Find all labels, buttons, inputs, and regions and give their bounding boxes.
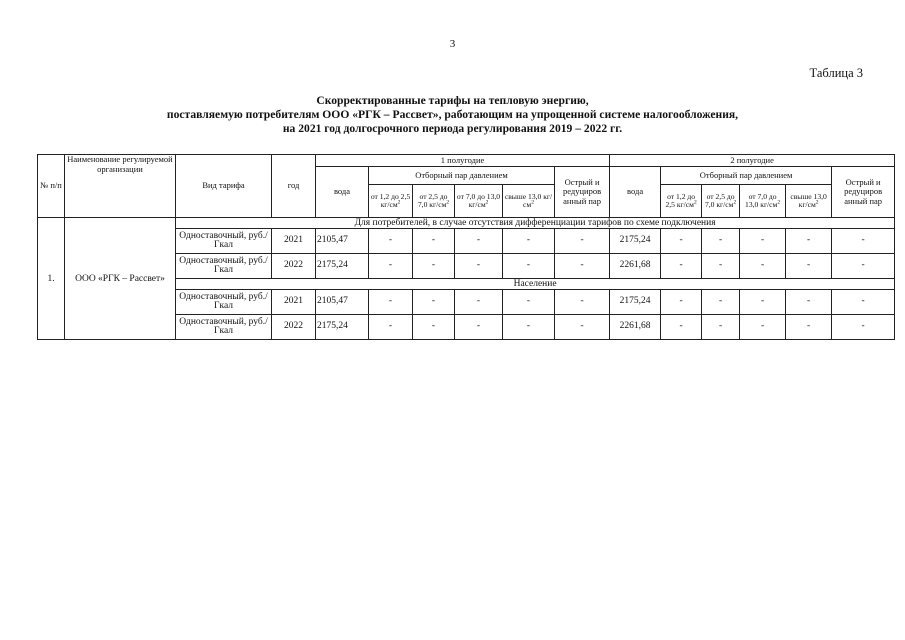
header-pressure-h1-3 [503,185,555,218]
dash-cell: - [832,315,895,340]
row-number: 1. [38,218,65,340]
pressure-unit-sup: 2 [397,199,401,206]
dash-cell: - [702,229,740,254]
dash-cell: - [740,290,786,315]
dash-cell: - [661,290,702,315]
year-cell: 2021 [272,290,316,315]
pressure-unit: кг/см [798,200,816,209]
pressure-unit-sup: 2 [733,199,737,206]
dash-cell: - [503,315,555,340]
pressure-unit: кг/см [468,200,486,209]
dash-cell: - [661,315,702,340]
dash-cell: - [740,229,786,254]
h2-water-cell: 2261,68 [610,315,661,340]
header-sharp-steam-h1: Острый и редуциров анный пар [555,167,610,218]
title-line: Скорректированные тарифы на тепловую энергию, [316,94,589,107]
dash-cell: - [413,315,455,340]
year-cell: 2022 [272,254,316,279]
dash-cell: - [740,254,786,279]
pressure-range: от 7,0 до 13,0 [745,191,777,209]
header-pressure-h1-1 [413,185,455,218]
dash-cell: - [702,290,740,315]
dash-cell: - [832,229,895,254]
pressure-unit-sup: 2 [693,199,697,206]
h1-water-cell: 2175,24 [316,315,369,340]
dash-cell: - [455,229,503,254]
year-cell: 2021 [272,229,316,254]
dash-cell: - [413,254,455,279]
pressure-range: от 2,5 до 7,0 [417,191,448,209]
header-half2: 2 полугодие [610,155,895,167]
header-sharp-steam-h2: Острый и редуциров анный пар [832,167,895,218]
dash-cell: - [503,290,555,315]
dash-cell: - [661,254,702,279]
dash-cell: - [786,254,832,279]
section-title: Население [176,279,895,290]
dash-cell: - [555,315,610,340]
pressure-unit: кг/см [380,200,398,209]
pressure-unit-sup: 2 [446,199,450,206]
tariff-type-cell: Одноставочный, руб./Гкал [176,229,272,254]
pressure-unit-sup: 2 [531,199,534,206]
pressure-unit: кг/см [760,200,778,209]
header-pressure-h2-1 [702,185,740,218]
dash-cell: - [503,254,555,279]
dash-cell: - [413,290,455,315]
org-name: ООО «РГК – Рассвет» [65,218,176,340]
pressure-range: от 2,5 до 7,0 [704,191,735,209]
dash-cell: - [369,315,413,340]
dash-cell: - [369,254,413,279]
pressure-unit: кг/см [676,200,694,209]
pressure-unit-sup: 2 [485,199,489,206]
tariff-table [37,154,895,340]
header-pressure-h1-0 [369,185,413,218]
pressure-unit-sup: 2 [815,199,819,206]
header-water-h2: вода [610,167,661,218]
dash-cell: - [455,290,503,315]
title-line: на 2021 год долгосрочного периода регулирования 2019 – 2022 гг. [282,122,623,135]
header-steam-h2: Отборный пар давлением [661,167,832,185]
header-water-h1: вода [316,167,369,218]
pressure-range: от 1,2 до 2,5 [370,191,411,201]
title-line: поставляемую потребителям ООО «РГК – Рассвет», работающим на упрощенной системе налогообложения, [166,108,739,121]
dash-cell: - [702,254,740,279]
dash-cell: - [455,315,503,340]
pressure-unit-sup: 2 [777,199,781,206]
h1-water-cell: 2105,47 [316,290,369,315]
section-title: Для потребителей, в случае отсутствия дифференциации тарифов по схеме подключения [176,218,895,229]
header-pressure-h2-0 [661,185,702,218]
dash-cell: - [555,229,610,254]
document-title [0,94,905,136]
dash-cell: - [786,290,832,315]
page-number: 3 [449,38,456,50]
pressure-range: свыше 13,0 [504,191,542,201]
header-num: № п/п [38,155,65,218]
pressure-range: от 7,0 до 13,0 [456,191,501,201]
header-steam-h1: Отборный пар давлением [369,167,555,185]
dash-cell: - [455,254,503,279]
dash-cell: - [555,290,610,315]
header-org: Наименование регулируемой организации [65,155,176,218]
tariff-type-cell: Одноставочный, руб./Гкал [176,254,272,279]
pressure-unit: кг/см [429,200,447,209]
dash-cell: - [702,315,740,340]
dash-cell: - [661,229,702,254]
tariff-type-cell: Одноставочный, руб./Гкал [176,315,272,340]
header-tariff-type: Вид тарифа [176,155,272,218]
pressure-unit: кг/см [716,200,734,209]
dash-cell: - [555,254,610,279]
table-label: Таблица 3 [809,66,863,80]
header-half1: 1 полугодие [316,155,610,167]
dash-cell: - [832,290,895,315]
dash-cell: - [786,229,832,254]
pressure-range: свыше 13,0 [790,191,827,201]
section-row [38,218,895,229]
dash-cell: - [369,229,413,254]
h2-water-cell: 2175,24 [610,290,661,315]
pressure-unit: кг/см [523,191,553,209]
pressure-range: от 1,2 до 2,5 [665,191,696,209]
h1-water-cell: 2105,47 [316,229,369,254]
h1-water-cell: 2175,24 [316,254,369,279]
dash-cell: - [503,229,555,254]
tariff-type-cell: Одноставочный, руб./Гкал [176,290,272,315]
header-pressure-h1-2 [455,185,503,218]
h2-water-cell: 2175,24 [610,229,661,254]
dash-cell: - [413,229,455,254]
dash-cell: - [369,290,413,315]
dash-cell: - [832,254,895,279]
dash-cell: - [786,315,832,340]
header-year: год [272,155,316,218]
header-pressure-h2-3 [786,185,832,218]
year-cell: 2022 [272,315,316,340]
dash-cell: - [740,315,786,340]
h2-water-cell: 2261,68 [610,254,661,279]
header-pressure-h2-2 [740,185,786,218]
